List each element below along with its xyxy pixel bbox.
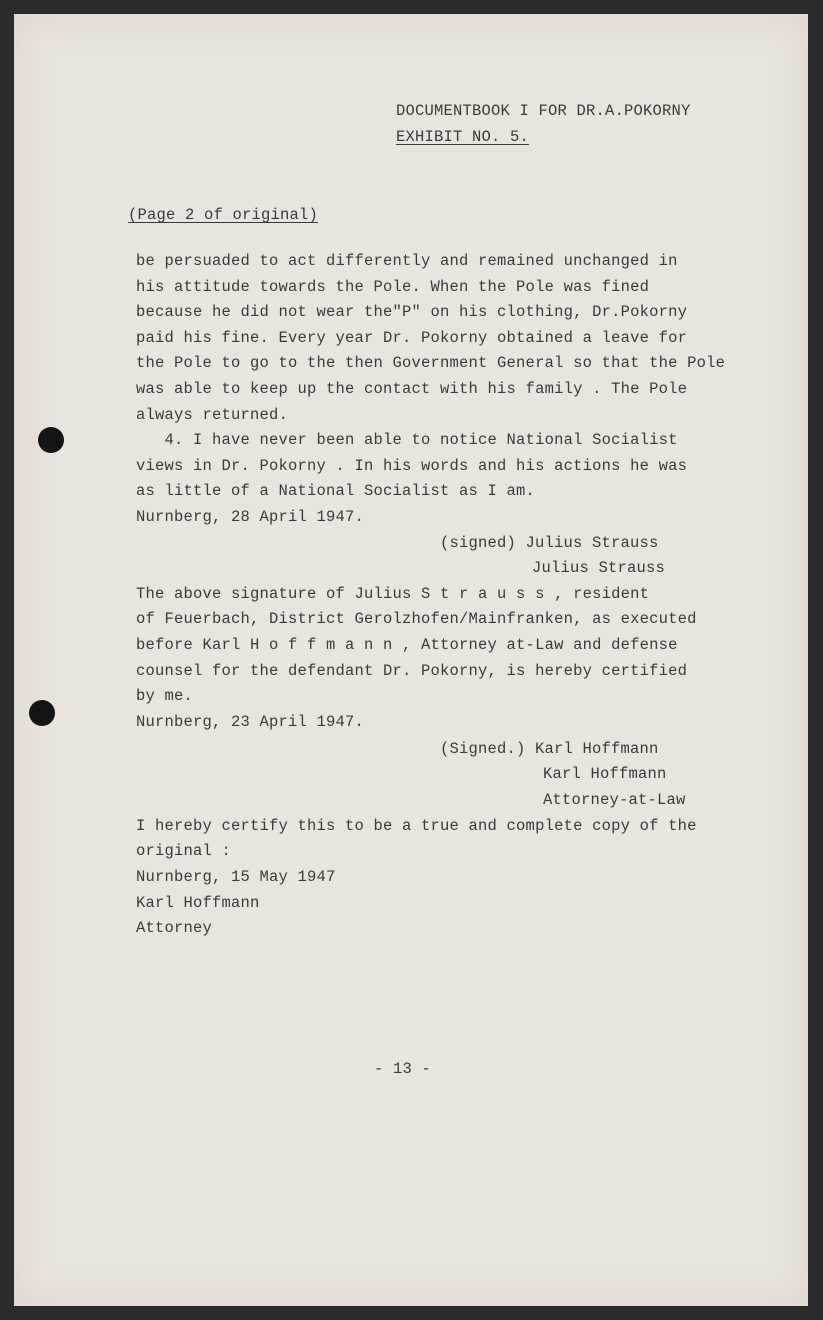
- page-reference: (Page 2 of original): [128, 206, 319, 224]
- body-line: the Pole to go to the then Government General so that the Pole: [136, 354, 726, 372]
- body-line: as little of a National Socialist as I am.: [136, 482, 536, 500]
- signature-title-hoffmann: Attorney-at-Law: [543, 791, 686, 809]
- certification-line: by me.: [136, 687, 194, 705]
- signature-name-strauss: Julius Strauss: [532, 559, 666, 577]
- copy-signer-name: Karl Hoffmann: [136, 894, 260, 912]
- body-line: always returned.: [136, 406, 289, 424]
- body-line: because he did not wear the"P" on his clothing, Dr.Pokorny: [136, 303, 688, 321]
- body-line: paid his fine. Every year Dr. Pokorny obtained a leave for: [136, 329, 688, 347]
- header-exhibit-number: EXHIBIT NO. 5.: [396, 128, 530, 146]
- body-line: his attitude towards the Pole. When the Pole was fined: [136, 278, 650, 296]
- body-line: be persuaded to act differently and remained unchanged in: [136, 252, 678, 270]
- header-document-book: DOCUMENTBOOK I FOR DR.A.POKORNY: [396, 102, 691, 120]
- certification-line: before Karl H o f f m a n n , Attorney at-Law and defense: [136, 636, 678, 654]
- punch-hole-bottom: [29, 700, 55, 726]
- date-line: Nurnberg, 23 April 1947.: [136, 713, 365, 731]
- signature-name-hoffmann: Karl Hoffmann: [543, 765, 667, 783]
- copy-certification-line: original :: [136, 842, 232, 860]
- signature-block-strauss: (signed) Julius Strauss: [440, 534, 659, 552]
- certification-line: The above signature of Julius S t r a u s s , resident: [136, 585, 650, 603]
- date-line: Nurnberg, 15 May 1947: [136, 868, 336, 886]
- page-number: - 13 -: [374, 1060, 432, 1078]
- punch-hole-top: [38, 427, 64, 453]
- body-line: was able to keep up the contact with his family . The Pole: [136, 380, 688, 398]
- copy-signer-title: Attorney: [136, 919, 213, 937]
- certification-line: counsel for the defendant Dr. Pokorny, is hereby certified: [136, 662, 688, 680]
- body-line: views in Dr. Pokorny . In his words and his actions he was: [136, 457, 688, 475]
- date-line: Nurnberg, 28 April 1947.: [136, 508, 365, 526]
- copy-certification-line: I hereby certify this to be a true and complete copy of the: [136, 817, 697, 835]
- document-page: [14, 14, 808, 1306]
- certification-line: of Feuerbach, District Gerolzhofen/Mainfranken, as executed: [136, 610, 697, 628]
- body-line: 4. I have never been able to notice National Socialist: [136, 431, 678, 449]
- signature-block-hoffmann: (Signed.) Karl Hoffmann: [440, 740, 659, 758]
